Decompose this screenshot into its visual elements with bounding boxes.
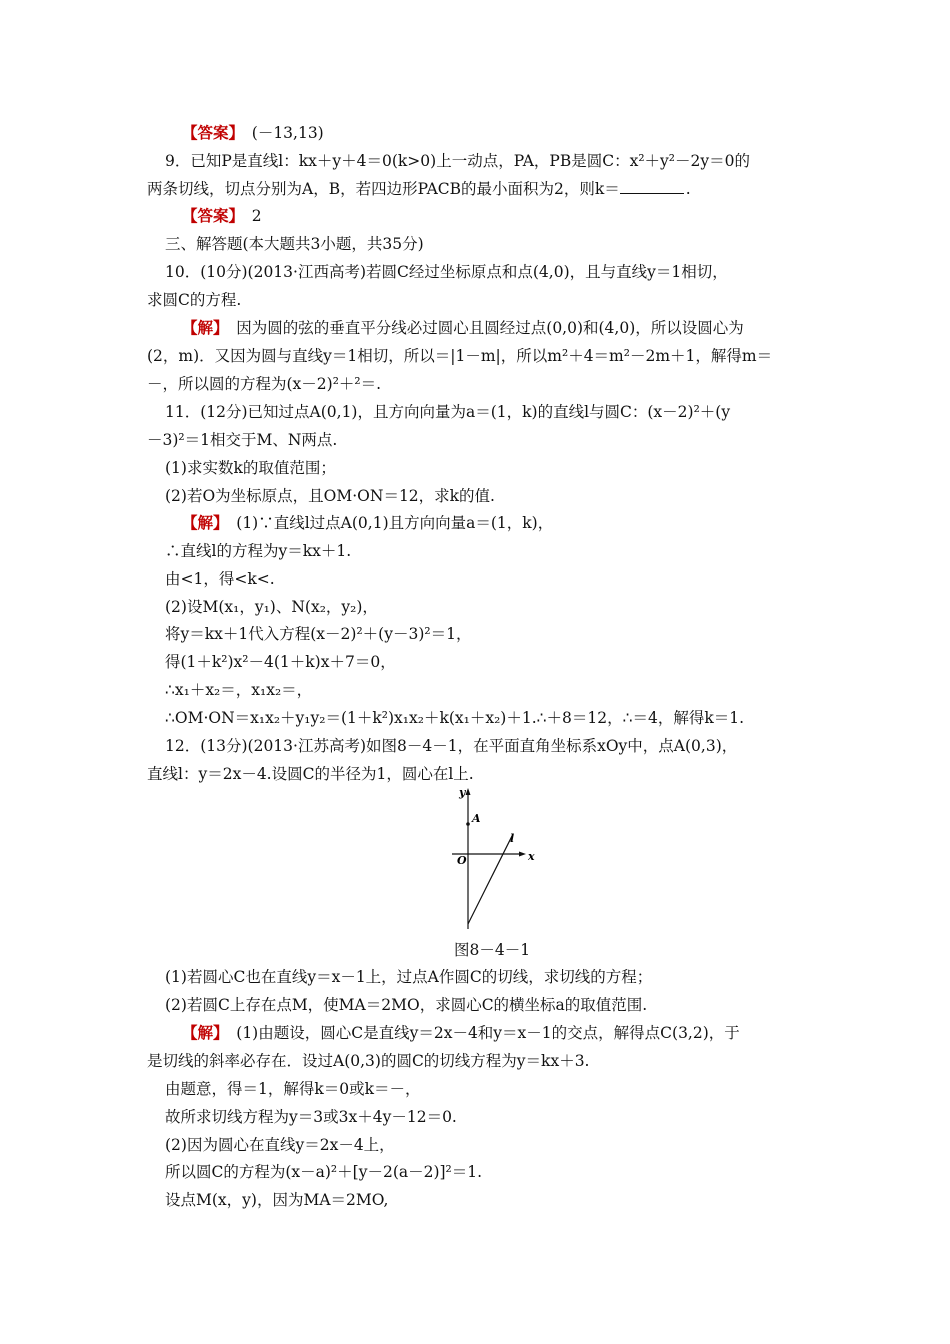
question-10-line-2 (147, 289, 241, 311)
text: 由<1，得<k<. (165, 570, 275, 588)
question-12-part-1 (165, 966, 652, 988)
question-12-line-1 (165, 735, 737, 757)
line-l (468, 836, 512, 924)
solution-12-line-1 (182, 1022, 740, 1044)
answer-line (182, 205, 262, 227)
x-axis-arrow (519, 852, 526, 857)
text: 将y＝kx＋1代入方程(x－2)²＋(y－3)²＝1， (165, 625, 472, 643)
text: 两条切线，切点分别为A，B，若四边形PACB的最小面积为2，则k＝ (147, 180, 620, 198)
question-9-line-2: 两条切线，切点分别为A，B，若四边形PACB的最小面积为2，则k＝ . (147, 180, 691, 198)
text: (1)若圆心C也在直线y＝x－1上，过点A作圆C的切线，求切线的方程； (165, 968, 653, 986)
solution-10-line-2 (147, 345, 772, 367)
question-11-line-2 (147, 429, 337, 451)
text: (1)求实数k的取值范围； (165, 459, 336, 477)
text: 9．已知P是直线l：kx＋y＋4＝0(k>0)上一动点，PA，PB是圆C：x²＋y²－2y＝0的 (165, 152, 750, 170)
text: (2)设M(x₁，y₁)、N(x₂，y₂)， (165, 598, 378, 616)
answer-tag: 【答案】 (182, 124, 237, 142)
solution-tag: 【解】 (182, 1024, 221, 1042)
text: 故所求切线方程为y＝3或3x＋4y－12＝0. (165, 1108, 457, 1126)
solution-11-line-8 (165, 707, 744, 729)
text: 直线l：y＝2x－4.设圆C的半径为1，圆心在l上. (147, 765, 474, 783)
text: －3)²＝1相交于M、N两点. (147, 431, 338, 449)
solution-12-line-6 (165, 1161, 482, 1183)
answer-line (182, 122, 324, 144)
point-a-label: A (472, 812, 481, 825)
solution-12-line-4 (165, 1106, 457, 1128)
question-9-line-1 (165, 150, 750, 172)
text: －，所以圆的方程为(x－2)²＋²＝. (147, 375, 382, 393)
answer-value: (－13,13) (236, 124, 324, 142)
solution-12-line-2 (147, 1050, 589, 1072)
solution-12-line-3 (165, 1078, 421, 1100)
x-axis-label: x (528, 850, 535, 863)
origin-label: O (457, 854, 467, 867)
question-11-part-2 (165, 485, 495, 507)
solution-11-line-2 (165, 540, 351, 562)
point-a-dot (466, 822, 470, 826)
text: 11．(12分)已知过点A(0,1)，且方向向量为a＝(1，k)的直线l与圆C：(x－2)²＋(y (165, 403, 731, 421)
text: ∴直线l的方程为y＝kx＋1. (165, 542, 352, 560)
text: (1)由题设，圆心C是直线y＝2x－4和y＝x－1的交点，解得点C(3,2)，于 (220, 1024, 740, 1042)
text: 三、解答题(本大题共3小题，共35分) (165, 235, 424, 253)
solution-tag: 【解】 (182, 514, 221, 532)
question-10-line-1 (165, 261, 728, 283)
text: 得(1＋k²)x²－4(1＋k)x＋7＝0， (165, 653, 396, 671)
line-l-label: l (510, 832, 515, 845)
figure-svg (448, 784, 548, 934)
text: ∴x₁＋x₂＝，x₁x₂＝， (165, 681, 313, 699)
text: (2)若圆C上存在点M，使MA＝2MO，求圆心C的横坐标a的取值范围. (165, 996, 648, 1014)
question-11-part-1 (165, 457, 336, 479)
solution-10-line-1 (182, 317, 744, 339)
solution-11-line-6 (165, 651, 396, 673)
answer-value: 2 (236, 207, 262, 225)
text: 因为圆的弦的垂直平分线必过圆心且圆经过点(0,0)和(4,0)，所以设圆心为 (220, 319, 744, 337)
text: 求圆C的方程. (147, 291, 242, 309)
y-axis-arrow (466, 788, 471, 795)
text: 设点M(x，y)，因为MA＝2MO, (165, 1191, 389, 1209)
question-11-line-1 (165, 401, 730, 423)
solution-11-line-5 (165, 623, 471, 645)
solution-12-line-7 (165, 1189, 389, 1211)
solution-tag: 【解】 (182, 319, 221, 337)
text: 由题意，得＝1，解得k＝0或k＝－， (165, 1080, 421, 1098)
solution-11-line-4 (165, 596, 378, 618)
text: (2，m)．又因为圆与直线y＝1相切，所以＝|1－m|，所以m²＋4＝m²－2m＋1，解得m＝ (147, 347, 773, 365)
text: 所以圆C的方程为(x－a)²＋[y－2(a－2)]²＝1. (165, 1163, 483, 1181)
question-12-line-2 (147, 763, 474, 785)
solution-12-line-5 (165, 1134, 395, 1156)
text: 是切线的斜率必存在．设过A(0,3)的圆C的切线方程为y＝kx＋3. (147, 1052, 590, 1070)
solution-11-line-7 (165, 679, 312, 701)
text: (2)若O为坐标原点，且OM·ON＝12，求k的值. (165, 487, 495, 505)
section-heading (165, 233, 424, 255)
solution-11-line-1 (182, 512, 553, 534)
solution-11-line-3 (165, 568, 275, 590)
answer-tag: 【答案】 (182, 207, 237, 225)
text: (2)因为圆心在直线y＝2x－4上， (165, 1136, 395, 1154)
text: ∴OM·ON＝x₁x₂＋y₁y₂＝(1＋k²)x₁x₂＋k(x₁＋x₂)＋1.∴＋8＝12，∴＝4，解得k＝1. (165, 709, 744, 727)
y-axis-label: y (459, 786, 466, 799)
text: (1)∵直线l过点A(0,1)且方向向量a＝(1，k)， (220, 514, 554, 532)
question-12-part-2 (165, 994, 647, 1016)
figure-caption: 图8－4－1 (454, 941, 531, 959)
answer-blank (620, 179, 684, 194)
text: 12．(13分)(2013·江苏高考)如图8－4－1，在平面直角坐标系xOy中，点A(0,3)， (165, 737, 738, 755)
coordinate-figure (448, 784, 548, 934)
text: 10．(10分)(2013·江西高考)若圆C经过坐标原点和点(4,0)，且与直线y＝1相切， (165, 263, 728, 281)
solution-10-line-3 (147, 373, 381, 395)
